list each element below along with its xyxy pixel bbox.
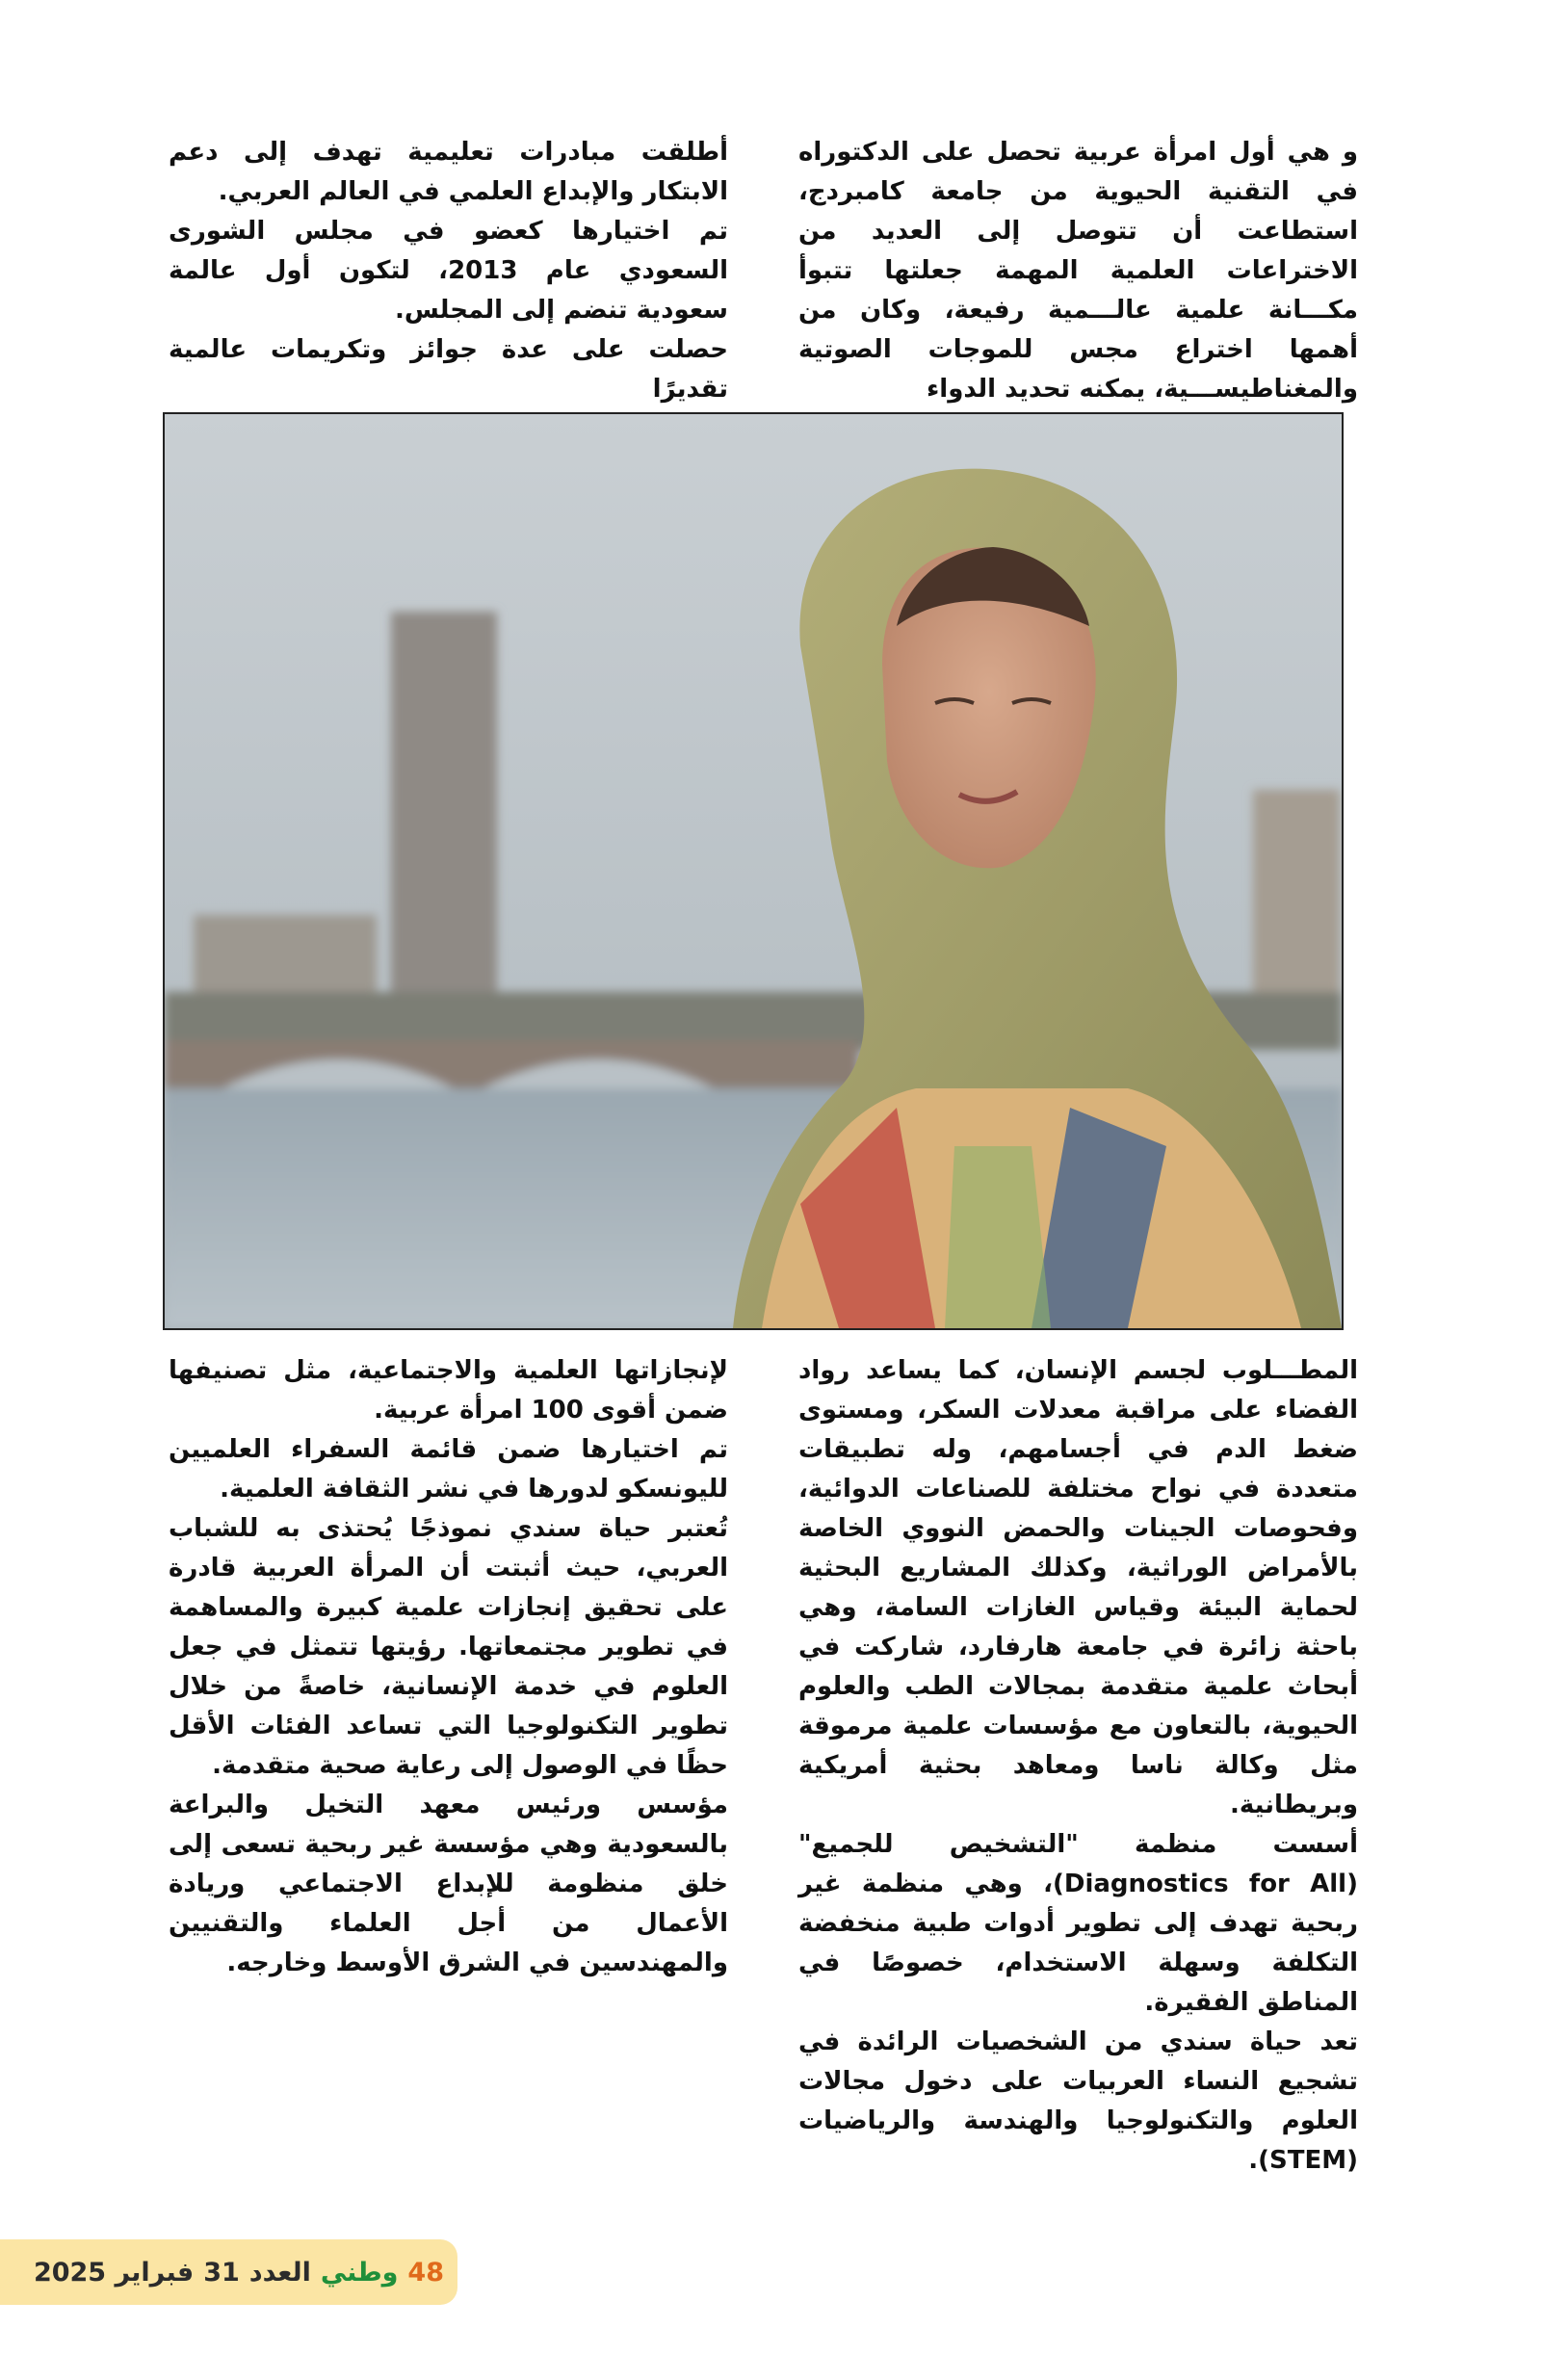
article-paragraph: لإنجازاتها العلمية والاجتماعية، مثل تصنيفها ضمن أقوى 100 امرأة عربية. (169, 1356, 728, 1425)
article-column-top-left (169, 133, 728, 409)
article-paragraph: تم اختيارها كعضو في مجلس الشورى السعودي عام 2013، لتكون أول عالمة سعودية تنضم إلى المجلس. (169, 217, 729, 325)
article-column-bottom-left (169, 1351, 728, 1983)
article-paragraph: تم اختيارها ضمن قائمة السفراء العلميين لليونسكو لدورها في نشر الثقافة العلمية. (169, 1435, 728, 1504)
article-paragraph: أسست منظمة "التشخيص للجميع" (Diagnostics for All)، وهي منظمة غير ربحية تهدف إلى تطوير أدوات طبية منخفضة التكلفة وسهلة الاستخدام، خصوصًا في المناطق الفقيرة. (798, 1830, 1358, 2017)
article-paragraph: المطـــلوب لجسم الإنسان، كما يساعد رواد الفضاء على مراقبة معدلات السكر، ومستوى ضغط الدم في أجسامهم، وله تطبيقات متعددة في نواح مختلفة للصناعات الدوائية، وفحوصات الجينات والحمض النووي الخاصة بالأمراض الوراثية، وكذلك المشاريع البحثية لحماية البيئة وقياس الغازات السامة، وهي باحثة زائرة في جامعة هارفارد، شاركت في أبحاث علمية متقدمة بمجالات الطب والعلوم الحيوية، بالتعاون مع مؤسسات علمية مرموقة مثل وكالة ناسا ومعاهد بحثية أمريكية وبريطانية. (798, 1356, 1358, 1819)
article-column-bottom-right (798, 1351, 1358, 2181)
article-paragraph: تُعتبر حياة سندي نموذجًا يُحتذى به للشباب العربي، حيث أثبتت أن المرأة العربية قادرة على تحقيق إنجازات علمية كبيرة والمساهمة في تطوير مجتمعاتها. رؤيتها تتمثل في جعل العلوم في خدمة الإنسانية، خاصةً من خلال تطوير التكنولوجيا التي تساعد الفئات الأقل حظًا في الوصول إلى رعاية صحية متقدمة. (169, 1514, 728, 1780)
issue-date: فبراير 2025 (33, 2257, 195, 2288)
page-footer (0, 2239, 457, 2305)
magazine-name: وطني (320, 2257, 399, 2288)
page-number: 48 (407, 2257, 444, 2288)
issue-label: العدد (248, 2257, 311, 2288)
article-paragraph: و هي أول امرأة عربية تحصل على الدكتوراه في التقنية الحيوية من جامعة كامبردج، استطاعت أن تتوصل إلى العديد من الاختراعات العلمية المهمة جعلتها تتبوأ مكـــانة علمية عالـــمية رفيعة، وكان من أهمها اختراع مجس للموجات الصوتية والمغناطيســـية، يمكنه تحديد الدواء (798, 138, 1358, 404)
article-paragraph: حصلت على عدة جوائز وتكريمات عالمية تقديرًا (169, 335, 728, 404)
article-paragraph: أطلقت مبادرات تعليمية تهدف إلى دعم الابتكار والإبداع العلمي في العالم العربي. (169, 138, 728, 206)
issue-number: 31 (203, 2257, 240, 2288)
portrait-photo (163, 412, 1344, 1330)
article-paragraph: تعد حياة سندي من الشخصيات الرائدة في تشجيع النساء العربيات على دخول مجالات العلوم والتكنولوجيا والهندسة والرياضيات (STEM). (798, 2027, 1358, 2175)
article-column-top-right (798, 133, 1358, 409)
article-paragraph: مؤسس ورئيس معهد التخيل والبراعة بالسعودية وهي مؤسسة غير ربحية تسعى إلى خلق منظومة للإبداع الاجتماعي وريادة الأعمال من أجل العلماء والتقنيين والمهندسين في الشرق الأوسط وخارجه. (169, 1791, 728, 1977)
